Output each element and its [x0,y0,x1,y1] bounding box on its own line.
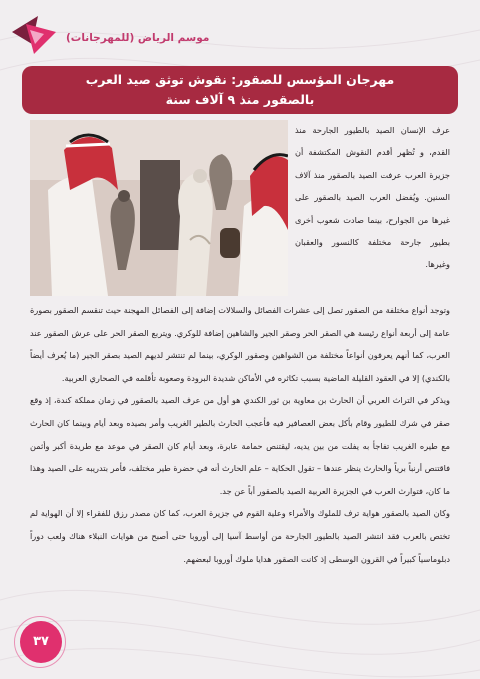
article-title-line2: بالصقور منذ ٩ آلاف سنة [165,92,315,107]
falconry-photo [30,120,288,296]
article-title-box [22,66,458,114]
brand-logo [8,14,58,56]
paragraph-history: ويذكر في التراث العربي أن الحارث بن معاوية بن ثور الكندي هو أول من عرف الصيد بالصقور في زمان مملكة كندة، إذ وقع صقر في شرك للطيور وقام بأكل بعض العصافير فيه فأعجب الحارث بالطير الغريب وأمر بصيده وبعد أيام وبينما كان الحارث مع طيره الغريب تفاجأ به يفلت من بين يديه، ليقتنص حمامة عابرة، وبعد أيام كان الصقر في موعد مع طريدة أكبر وأثمن فاقتنص أرنباً برياً والحارث ينظر عندها – تقول الحكاية – علم الحارث أنه في حضرة طير مختلف، فأمر بتدريبه على الصيد وهذا ما كان، فتوارث العرب في الجزيرة العربية الصيد بالصقور أباً عن جد. [30,395,450,496]
intro-paragraph: عرف الإنسان الصيد بالطيور الجارحة منذ القدم، و تُظهر أقدم النقوش المكتشفة أن جزيرة العرب عرفت الصيد بالصقور منذ آلاف السنين. ويُفضل العرب الصيد بالصقور على غيرها من الجوارح، بينما صادت شعوب أخرى بطيور جارحة مختلفة كالنسور والعقبان وغيرها. [295,125,450,270]
paragraph-hobby: وكان الصيد بالصقور هواية ترف للملوك والأمراء وعلية القوم في جزيرة العرب، كما كان مصدر رزق للفقراء إلا أن الهواية لم تختص بالعرب فقد انتشر الصيد بالطيور الجارحة من أواسط آسيا إلى أوروبا حتى أصبح من هوايات النبلاء هناك ولعب دوراً دبلوماسياً كبيراً في القرون الوسطى إذ كانت الصقور هدايا ملوك أوروبا لبعضهم. [30,508,450,564]
article-body [30,299,450,570]
page-number: ٣٧ [20,621,62,663]
header-brand [66,32,216,44]
paragraph-falcon-types: وتوجد أنواع مختلفة من الصقور تصل إلى عشرات الفصائل والسلالات إضافة إلى الفصائل المهجنة حيث تنقسم الصقور بصورة عامة إلى أربعة أنواع رئيسة هي الصقر الحر وصقر الجير والشاهين إضافة للوكري. ويتربع الصقر الحر على عرش الصقور عند العرب، كما أنهم يعرفون أنواعاً مختلفة من الشواهين وصقور الوكري، بينما لم تنتشر لديهم الصيد بصقر الجير (ما يُعرف أيضاً بالكندي) إلا في العقود القليلة الماضية بسبب تكاثره في الأماكن شديدة البرودة وصعوبة تأقلمه في الصحاري العربية. [30,305,450,383]
brand-text: موسم الرياض (للمهرجانات) [66,32,210,44]
article-title-line1: مهرجان المؤسس للصقور: نقوش توثق صيد العرب [85,72,395,87]
